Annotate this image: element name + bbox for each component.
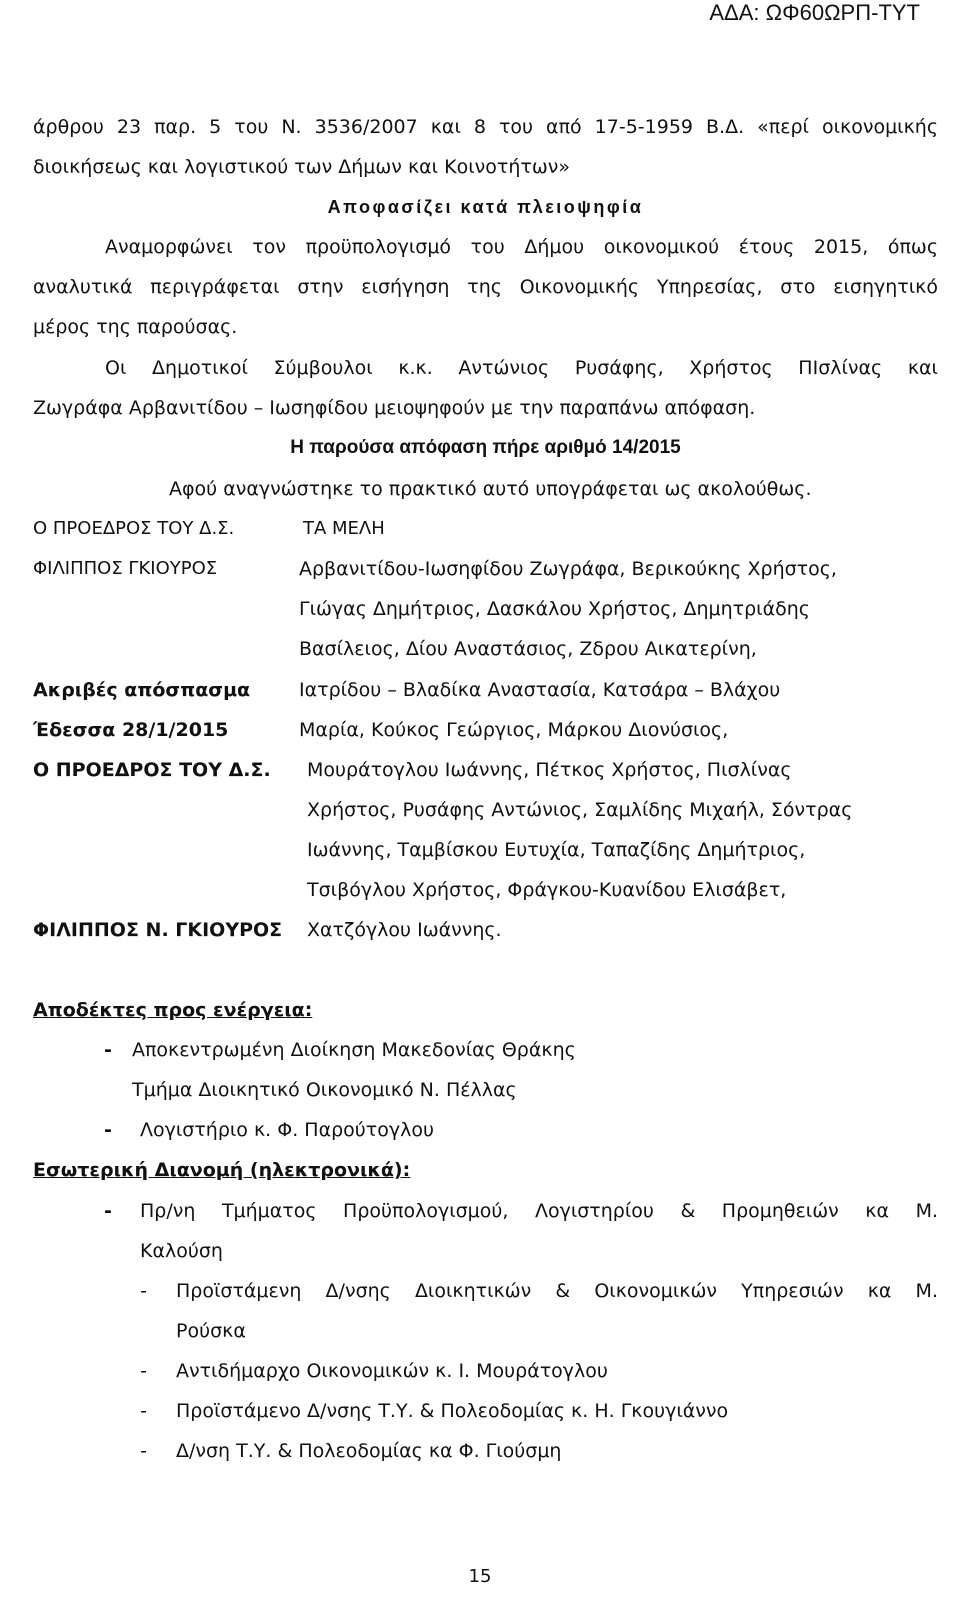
list-dash: - [104, 1039, 112, 1061]
member-line: Αρβανιτίδου-Ιωσηφίδου Ζωγράφα, Βερικούκης Χρήστος, [299, 558, 837, 580]
list-dash: - [140, 1440, 147, 1462]
body-line: Ζωγράφα Αρβανιτίδου – Ιωσηφίδου μειοψηφούν με την παραπάνω απόφαση. [33, 397, 756, 419]
list-item: Καλούση [140, 1240, 223, 1262]
list-item: Πρ/νη Τμήματος Προϋπολογισμού, Λογιστηρίου & Προμηθειών κα Μ. [140, 1200, 938, 1222]
internal-heading: Εσωτερική Διανομή (ηλεκτρονικά): [33, 1159, 411, 1181]
body-line: Οι Δημοτικοί Σύμβουλοι κ.κ. Αντώνιος Ρυσάφης, Χρήστος ΠΙσλίνας και [105, 357, 938, 379]
list-item: Δ/νση Τ.Υ. & Πολεοδομίας κα Φ. Γιούσμη [176, 1440, 562, 1462]
recipients-heading: Αποδέκτες προς ενέργεια: [33, 999, 313, 1021]
list-item: Ρούσκα [176, 1320, 246, 1342]
page-number: 15 [468, 1566, 492, 1587]
president-title: Ο ΠΡΟΕΔΡΟΣ ΤΟΥ Δ.Σ. [33, 518, 235, 539]
member-line: Ιωάννης, Ταμβίσκου Ευτυχία, Ταπαζίδης Δημήτριος, [307, 839, 806, 861]
list-item: Αντιδήμαρχο Οικονομικών κ. Ι. Μουράτογλου [176, 1360, 608, 1382]
list-dash: - [140, 1360, 147, 1382]
member-line: Χατζόγλου Ιωάννης. [307, 919, 502, 941]
place-date: Έδεσσα 28/1/2015 [33, 719, 229, 741]
decision-heading: Αποφασίζει κατά πλειοψηφία [327, 197, 644, 217]
body-line: διοικήσεως και λογιστικού των Δήμων και Κοινοτήτων» [33, 156, 570, 178]
list-item: Λογιστήριο κ. Φ. Παρούτογλου [140, 1119, 434, 1141]
list-dash: - [104, 1119, 112, 1141]
list-dash: - [104, 1200, 112, 1222]
member-line: Μαρία, Κούκος Γεώργιος, Μάρκου Διονύσιος, [299, 719, 729, 741]
member-line: Βασίλειος, Δίου Αναστάσιος, Ζδρου Αικατερίνη, [299, 638, 757, 660]
read-signed-line: Αφού αναγνώστηκε το πρακτικό αυτό υπογράφεται ως ακολούθως. [169, 478, 812, 500]
list-item: Προϊστάμενο Δ/νσης Τ.Υ. & Πολεοδομίας κ. Η. Γκουγιάννο [176, 1400, 729, 1422]
president-name: ΦΙΛΙΠΠΟΣ ΓΚΙΟΥΡΟΣ [33, 558, 218, 579]
member-line: Μουράτογλου Ιωάννης, Πέτκος Χρήστος, Πισλίνας [307, 759, 792, 781]
president-name-2: ΦΙΛΙΠΠΟΣ Ν. ΓΚΙΟΥΡΟΣ [33, 919, 283, 941]
body-line: μέρος της παρούσας. [33, 316, 238, 338]
member-line: Ιατρίδου – Βλαδίκα Αναστασία, Κατσάρα – Βλάχου [299, 679, 781, 701]
member-line: Χρήστος, Ρυσάφης Αντώνιος, Σαμλίδης Μιχαήλ, Σόντρας [307, 799, 853, 821]
decision-number: Η παρούσα απόφαση πήρε αριθμό 14/2015 [290, 437, 681, 458]
member-line: Τσιβόγλου Χρήστος, Φράγκου-Κυανίδου Ελισάβετ, [307, 879, 787, 901]
member-line: Γιώγας Δημήτριος, Δασκάλου Χρήστος, Δημητριάδης [299, 598, 810, 620]
list-dash: - [140, 1280, 147, 1302]
exact-copy-label: Ακριβές απόσπασμα [33, 679, 251, 701]
members-title: ΤΑ ΜΕΛΗ [303, 518, 385, 539]
list-item: Αποκεντρωμένη Διοίκηση Μακεδονίας Θράκης [132, 1039, 576, 1061]
list-item: Τμήμα Διοικητικό Οικονομικό Ν. Πέλλας [132, 1079, 517, 1101]
body-line: αναλυτικά περιγράφεται στην εισήγηση της Οικονομικής Υπηρεσίας, στο εισηγητικό [33, 276, 938, 298]
president-title-2: Ο ΠΡΟΕΔΡΟΣ ΤΟΥ Δ.Σ. [33, 759, 271, 781]
body-line: Αναμορφώνει τον προϋπολογισμό του Δήμου οικονομικού έτους 2015, όπως [105, 236, 938, 258]
ada-code: ΑΔΑ: ΩΦ60ΩΡΠ-ΤΥΤ [709, 0, 920, 25]
list-item: Προϊστάμενη Δ/νσης Διοικητικών & Οικονομικών Υπηρεσιών κα Μ. [176, 1280, 938, 1302]
body-line: άρθρου 23 παρ. 5 του Ν. 3536/2007 και 8 του από 17-5-1959 Β.Δ. «περί οικονομικής [33, 116, 938, 138]
list-dash: - [140, 1400, 147, 1422]
